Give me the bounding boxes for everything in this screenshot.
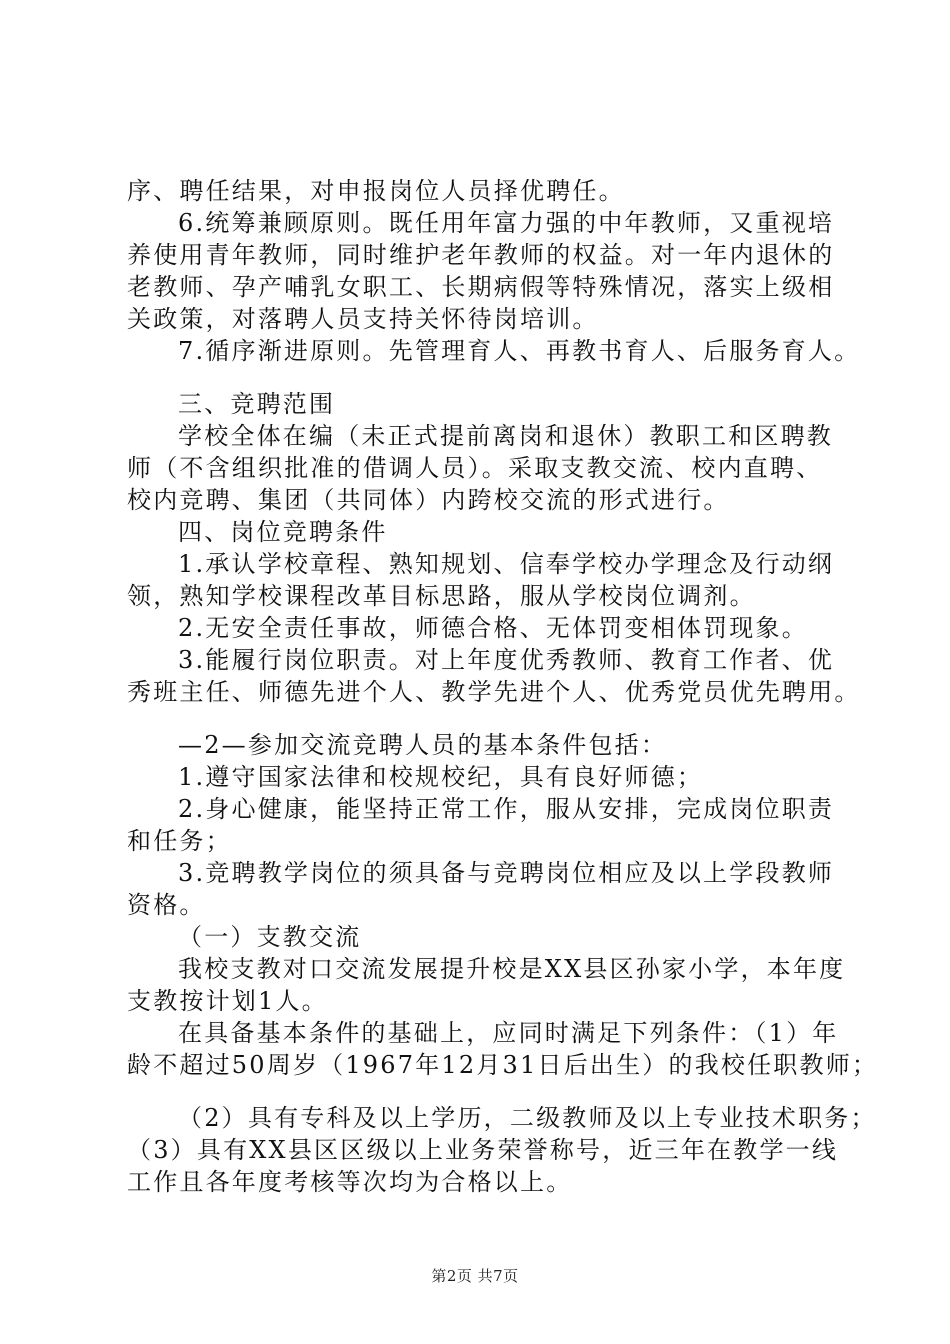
paragraph-line: 工作且各年度考核等次均为合格以上。	[127, 1168, 573, 1196]
section-heading: 四、岗位竞聘条件	[178, 518, 388, 546]
paragraph-line: 师（不含组织批准的借调人员）。采取支教交流、校内直聘、	[127, 454, 823, 482]
paragraph-line: 6.统筹兼顾原则。既任用年富力强的中年教师，又重视培	[178, 209, 835, 237]
paragraph-line: 学校全体在编（未正式提前离岗和退休）教职工和区聘教	[178, 422, 833, 450]
paragraph-line: 关政策，对落聘人员支持关怀待岗培训。	[127, 305, 599, 333]
paragraph-line: 老教师、孕产哺乳女职工、长期病假等特殊情况，落实上级相	[127, 273, 835, 301]
paragraph-line: 序、聘任结果，对申报岗位人员择优聘任。	[127, 177, 625, 205]
paragraph-line: 龄不超过50周岁（1967年12月31日后出生）的我校任职教师；	[127, 1051, 879, 1079]
paragraph-line: 7.循序渐进原则。先管理育人、再教书育人、后服务育人。	[178, 337, 861, 365]
paragraph-line: 支教按计划1人。	[127, 987, 328, 1015]
paragraph-line: 我校支教对口交流发展提升校是XX县区孙家小学，本年度	[178, 955, 846, 983]
paragraph-line: 2.身心健康，能坚持正常工作，服从安排，完成岗位职责	[178, 795, 835, 823]
page-number-footer: 第2页 共7页	[431, 1267, 519, 1285]
section-heading: 三、竞聘范围	[178, 390, 336, 418]
paragraph-line: 资格。	[127, 891, 206, 919]
paragraph-line: 3.能履行岗位职责。对上年度优秀教师、教育工作者、优	[178, 646, 835, 674]
paragraph-line: 和任务；	[127, 827, 232, 855]
paragraph-line: —2—参加交流竞聘人员的基本条件包括：	[178, 731, 668, 759]
paragraph-line: 1.遵守国家法律和校规校纪，具有良好师德；	[178, 763, 704, 791]
paragraph-line: 养使用青年教师，同时维护老年教师的权益。对一年内退休的	[127, 241, 835, 269]
paragraph-line: 领，熟知学校课程改革目标思路，服从学校岗位调剂。	[127, 582, 756, 610]
paragraph-line: （3）具有XX县区区级以上业务荣誉称号，近三年在教学一线	[127, 1136, 839, 1164]
paragraph-line: 在具备基本条件的基础上，应同时满足下列条件：（1）年	[178, 1019, 839, 1047]
paragraph-line: 2.无安全责任事故，师德合格、无体罚变相体罚现象。	[178, 614, 808, 642]
paragraph-line: 秀班主任、师德先进个人、教学先进个人、优秀党员优先聘用。	[127, 678, 861, 706]
paragraph-line: 校内竞聘、集团（共同体）内跨校交流的形式进行。	[127, 486, 730, 514]
subsection-heading: （一）支教交流	[178, 923, 362, 951]
paragraph-line: （2）具有专科及以上学历，二级教师及以上专业技术职务；	[178, 1104, 877, 1132]
paragraph-line: 3.竞聘教学岗位的须具备与竞聘岗位相应及以上学段教师	[178, 859, 835, 887]
paragraph-line: 1.承认学校章程、熟知规划、信奉学校办学理念及行动纲	[178, 550, 835, 578]
